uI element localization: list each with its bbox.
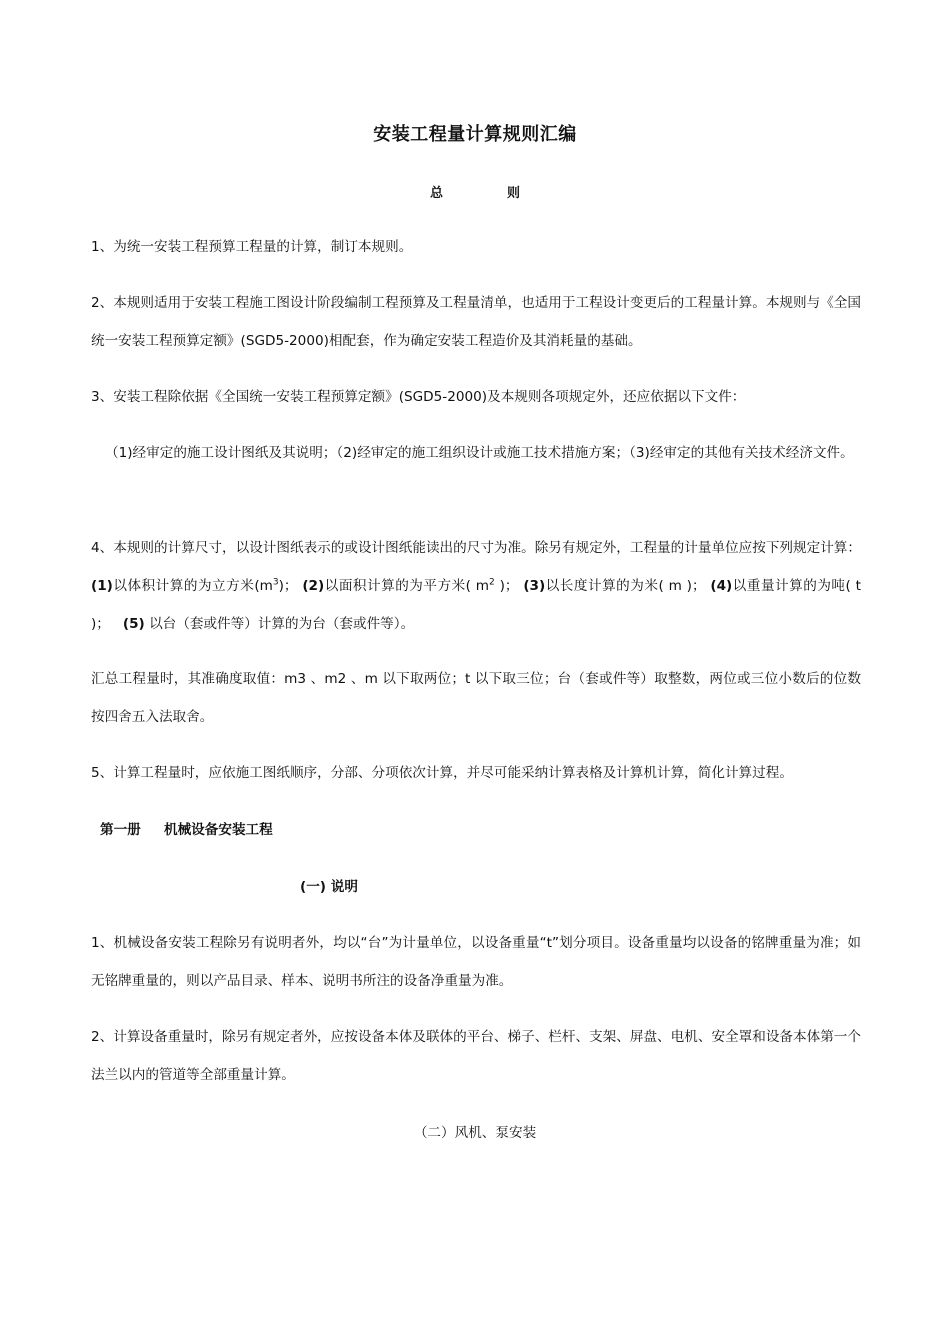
document-title: 安装工程量计算规则汇编 bbox=[373, 124, 577, 145]
item-1-text: 以体积计算的为立方米(m bbox=[112, 578, 273, 594]
item-2-end: )； bbox=[494, 578, 519, 594]
section-heading-explanation: (一) 说明 bbox=[300, 879, 358, 895]
item-2-number: (2) bbox=[302, 578, 325, 594]
item-5-number: (5) bbox=[122, 616, 145, 632]
item-1-number: (1) bbox=[91, 578, 113, 594]
paragraph-8: 1、机械设备安装工程除另有说明者外，均以“台”为计量单位，以设备重量“t”划分项目。设备重量均以设备的铭牌重量为准；如无铭牌重量的，则以产品目录、样本、说明书所注的设备净重量为准。 bbox=[91, 935, 861, 989]
paragraph-3: 3、安装工程除依据《全国统一安装工程预算定额》(SGD5-2000)及本规则各项规定外，还应依据以下文件： bbox=[91, 389, 746, 405]
item-4-text: 以重量计算的为吨( t )； bbox=[91, 578, 861, 632]
subtitle-left: 总 bbox=[429, 186, 443, 201]
item-5-text: 以台（套或件等）计算的为台（套或件等）。 bbox=[144, 616, 415, 632]
paragraph-4: （1)经审定的施工设计图纸及其说明；（2)经审定的施工组织设计或施工技术措施方案；（3)经审定的其他有关技术经济文件。 bbox=[105, 445, 854, 461]
section-heading-fan-pump: （二）风机、泵安装 bbox=[413, 1125, 537, 1141]
item-2-text: 以面积计算的为平方米( m bbox=[324, 578, 490, 594]
item-4-number: (4) bbox=[710, 578, 733, 594]
item-3-number: (3) bbox=[523, 578, 546, 594]
section-heading-general bbox=[0, 182, 950, 201]
volume-title: 机械设备安装工程 bbox=[164, 822, 273, 838]
subtitle-right: 则 bbox=[507, 186, 521, 201]
paragraph-9: 2、计算设备重量时，除另有规定者外，应按设备本体及联体的平台、梯子、栏杆、支架、屏盘、电机、安全罩和设备本体第一个法兰以内的管道等全部重量计算。 bbox=[91, 1029, 861, 1083]
item-1-superscript: 3 bbox=[272, 577, 279, 588]
paragraph-2: 2、本规则适用于安装工程施工图设计阶段编制工程预算及工程量清单，也适用于工程设计变更后的工程量计算。本规则与《全国统一安装工程预算定额》(SGD5-2000)相配套，作为确定安装工程造价及其消耗量的基础。 bbox=[91, 295, 861, 349]
paragraph-1: 1、为统一安装工程预算工程量的计算，制订本规则。 bbox=[91, 239, 413, 255]
item-2-superscript: 2 bbox=[489, 577, 495, 588]
item-3-text: 以长度计算的为米( m )； bbox=[545, 578, 706, 594]
paragraph-5 bbox=[91, 529, 861, 643]
item-1-end: )； bbox=[278, 578, 298, 594]
paragraph-7: 5、计算工程量时，应依施工图纸顺序，分部、分项依次计算，并尽可能采纳计算表格及计算机计算，简化计算过程。 bbox=[91, 765, 793, 781]
paragraph-6: 汇总工程量时，其准确度取值：m3 、m2 、m 以下取两位；t 以下取三位；台（套或件等）取整数，两位或三位小数后的位数按四舍五入法取舍。 bbox=[91, 671, 861, 725]
volume-label: 第一册 bbox=[100, 822, 141, 838]
paragraph-5-intro: 4、本规则的计算尺寸，以设计图纸表示的或设计图纸能读出的尺寸为准。除另有规定外，工程量的计量单位应按下列规定计算： bbox=[91, 540, 861, 556]
